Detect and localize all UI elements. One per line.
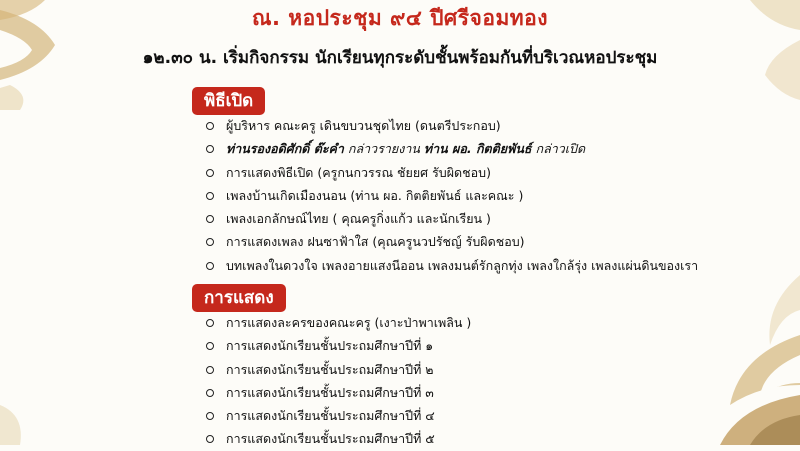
- performance-list: [206, 311, 471, 451]
- opening-list: [206, 114, 698, 277]
- circle-bullet-icon: [206, 169, 214, 177]
- list-item: เพลงบ้านเกิดเมืองนอน (ท่าน ผอ. กิตติยพันธ์ และคณะ ): [206, 184, 698, 207]
- circle-bullet-icon: [206, 192, 214, 200]
- circle-bullet-icon: [206, 435, 214, 443]
- circle-bullet-icon: [206, 215, 214, 223]
- list-item: การแสดงนักเรียนชั้นประถมศึกษาปีที่ ๔: [206, 404, 471, 427]
- section-performance-label: การแสดง: [192, 284, 286, 312]
- circle-bullet-icon: [206, 262, 214, 270]
- list-item: การแสดงนักเรียนชั้นประถมศึกษาปีที่ ๕: [206, 427, 471, 450]
- list-item: การแสดงนักเรียนชั้นประถมศึกษาปีที่ ๒: [206, 358, 471, 381]
- venue-title: ณ. หอประชุม ๙๔ ปีศรีจอมทอง: [251, 6, 548, 30]
- list-item: การแสดงพิธีเปิด (ครูกนกวรรณ ชัยยศ รับผิดชอบ): [206, 161, 698, 184]
- circle-bullet-icon: [206, 145, 214, 153]
- schedule-time-line: ๑๒.๓๐ น. เริ่มกิจกรรม นักเรียนทุกระดับชั้นพร้อมกันที่บริเวณหอประชุม: [142, 48, 658, 68]
- circle-bullet-icon: [206, 389, 214, 397]
- circle-bullet-icon: [206, 342, 214, 350]
- list-item: การแสดงเพลง ฝนซาฟ้าใส (คุณครูนวปรัชญ์ รับผิดชอบ): [206, 230, 698, 253]
- bottom-right-ornament: [670, 275, 800, 445]
- bottom-left-ornament: [0, 385, 40, 445]
- list-item: การแสดงนักเรียนชั้นประถมศึกษาปีที่ ๓: [206, 381, 471, 404]
- list-item: การแสดงนักเรียนชั้นประถมศึกษาปีที่ ๑: [206, 334, 471, 357]
- circle-bullet-icon: [206, 122, 214, 130]
- section-opening-label: พิธีเปิด: [192, 87, 265, 115]
- list-item: การแสดงละครของคณะครู (เงาะป่าพาเพลิน ): [206, 311, 471, 334]
- circle-bullet-icon: [206, 412, 214, 420]
- list-item: บทเพลงในดวงใจ เพลงอายแสงนีออน เพลงมนต์รักลูกทุ่ง เพลงใกล้รุ่ง เพลงแผ่นดินของเรา: [206, 254, 698, 277]
- circle-bullet-icon: [206, 238, 214, 246]
- list-item: ผู้บริหาร คณะครู เดินขบวนชุดไทย (ดนตรีประกอบ): [206, 114, 698, 137]
- circle-bullet-icon: [206, 366, 214, 374]
- circle-bullet-icon: [206, 319, 214, 327]
- list-item: ท่านรองอดิศักดิ์ ต๊ะคำ กล่าวรายงาน ท่าน ผอ. กิตติยพันธ์ กล่าวเปิด: [206, 137, 698, 160]
- list-item: เพลงเอกลักษณ์ไทย ( คุณครูกิ่งแก้ว และนักเรียน ): [206, 207, 698, 230]
